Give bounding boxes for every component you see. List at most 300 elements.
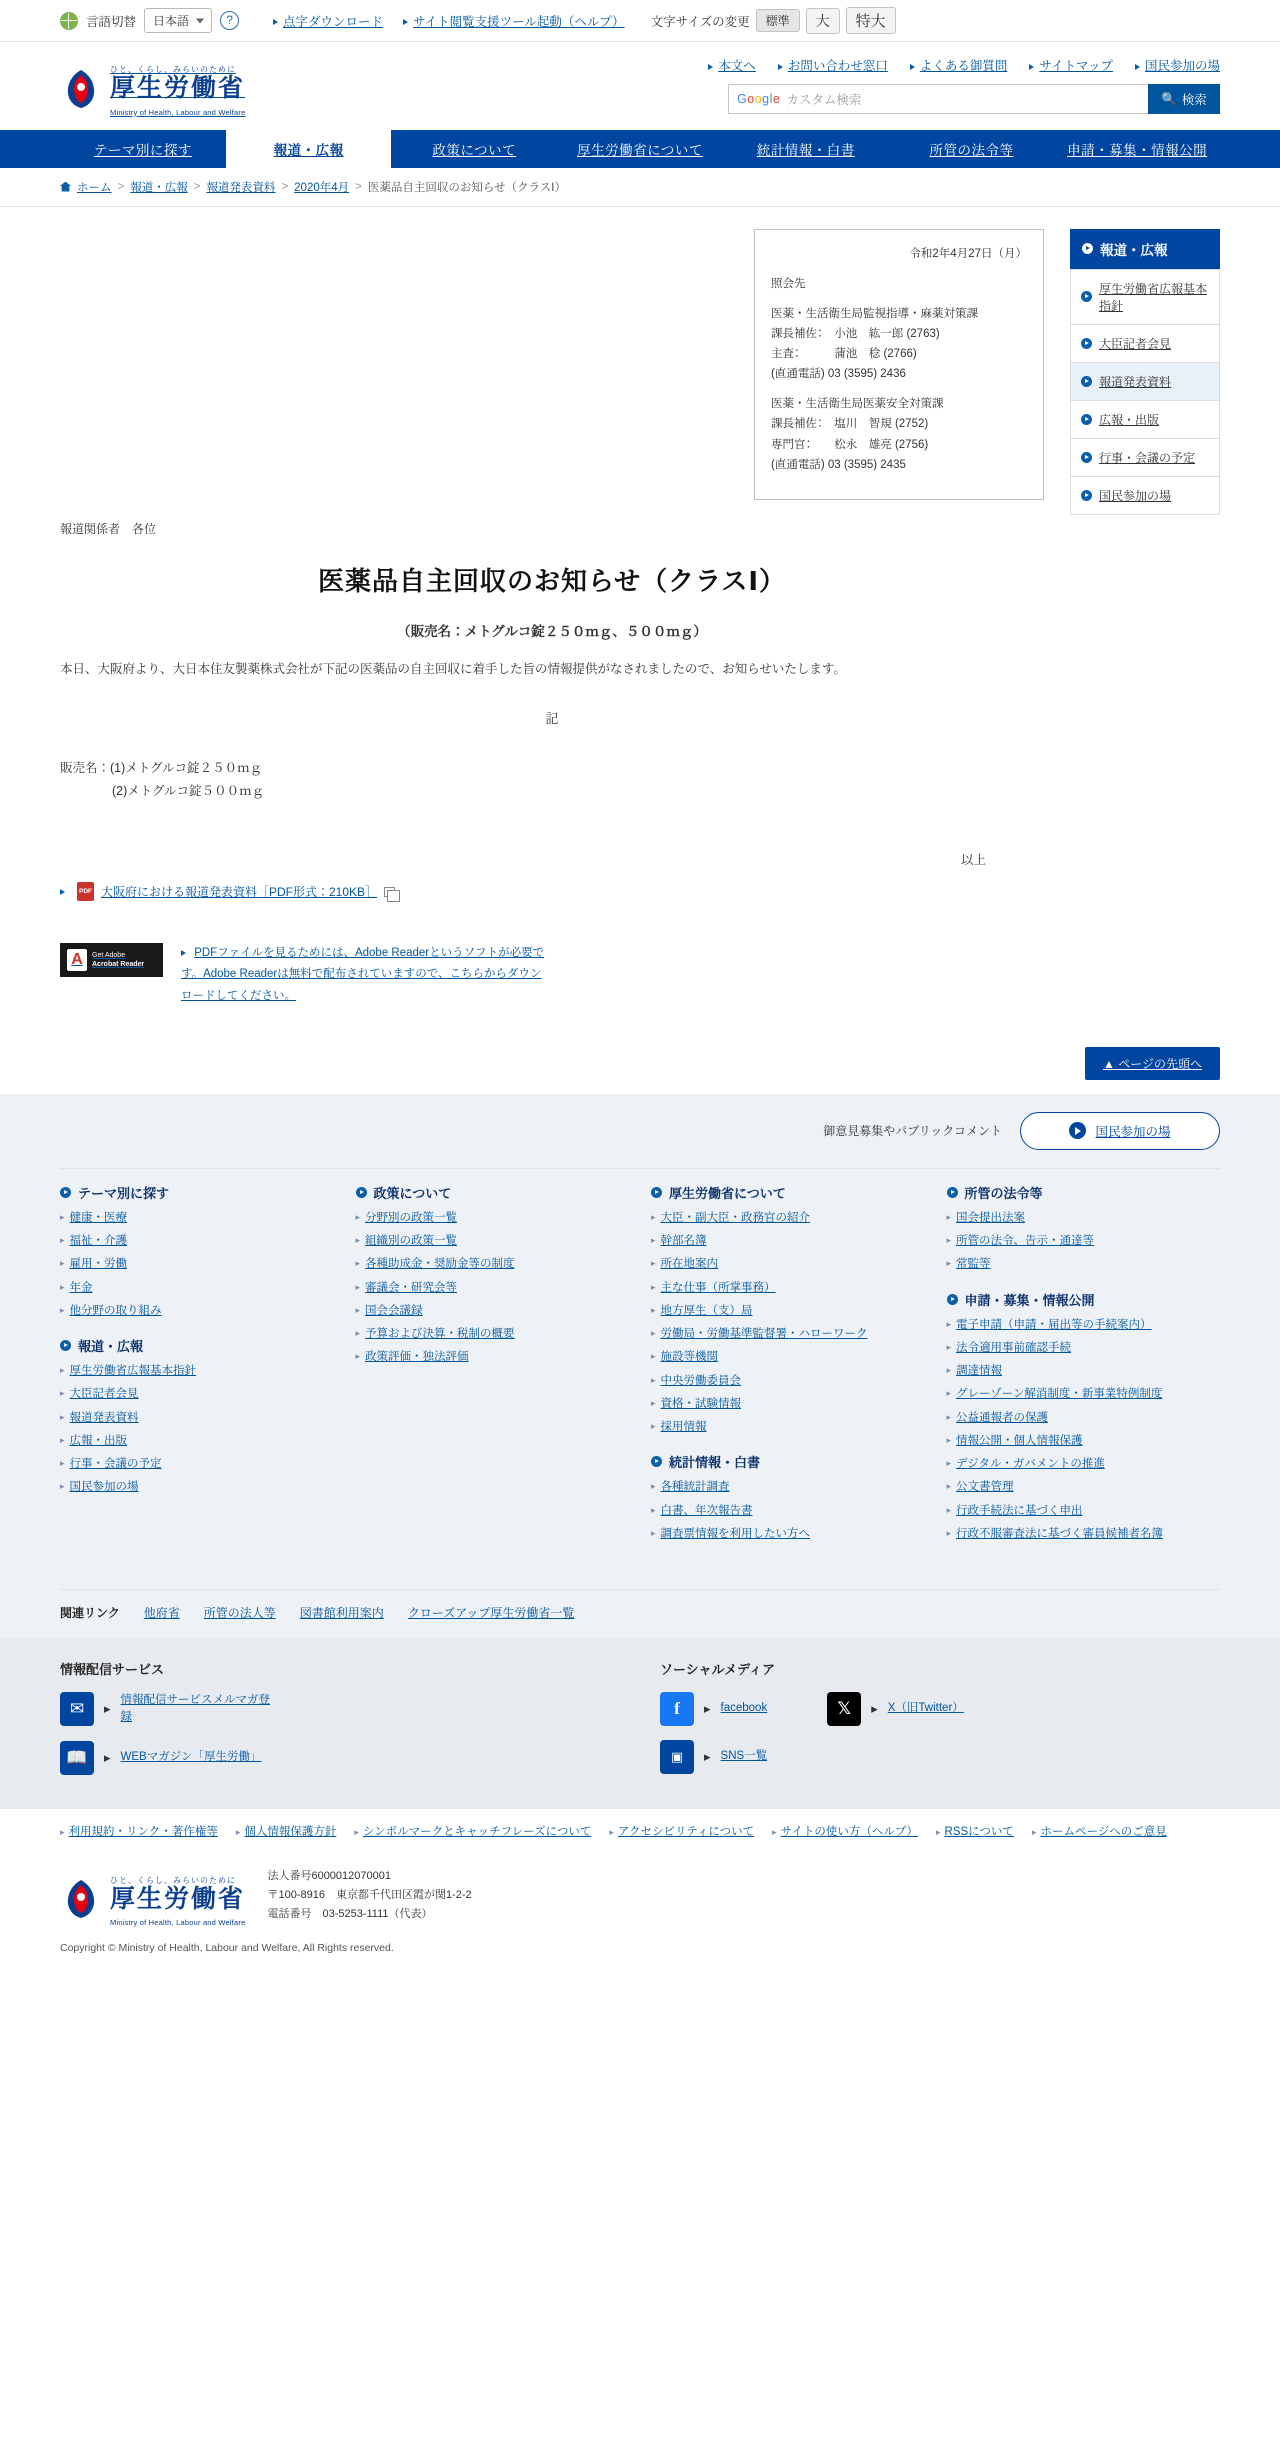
breadcrumb-separator: > (193, 180, 201, 193)
list-item (651, 1373, 925, 1390)
related-link-library[interactable]: 図書館利用案内 (299, 1606, 384, 1621)
footer-link-list (651, 1210, 925, 1437)
arrow-icon: ▸ (60, 1365, 65, 1376)
site-header (0, 42, 1280, 130)
footer-link[interactable]: 予算および決算・税制の概要 (365, 1328, 515, 1341)
footer-bottom-link-wrap (772, 1823, 918, 1839)
breadcrumb-separator: > (281, 180, 289, 193)
arrow-icon: ▸ (946, 1458, 952, 1469)
sidebar (1070, 229, 1220, 515)
utility-links (273, 12, 625, 30)
language-select-value: 日本語 (153, 14, 190, 28)
gnav-item-applications[interactable]: 申請・募集・情報公開 (1067, 142, 1208, 158)
footer-link-list (947, 1317, 1221, 1544)
list-item (60, 1256, 334, 1273)
font-size-xlarge[interactable]: 特大 (846, 7, 896, 34)
header-link-sitemap[interactable]: サイトマップ (1029, 56, 1113, 74)
footer-link[interactable]: 国会提出法案 (956, 1211, 1026, 1224)
gnav-item-press[interactable]: 報道・広報 (226, 130, 392, 168)
breadcrumb-month[interactable]: 2020年4月 (294, 181, 350, 194)
footer-link-list (356, 1210, 630, 1367)
footer-link-symbol[interactable]: シンボルマークとキャッチフレーズについて (362, 1825, 592, 1838)
contact-label: 照会先 (771, 277, 806, 290)
content-column (60, 229, 1044, 1007)
contact-line: 医薬・生活衛生局医薬安全対策課 (771, 398, 944, 411)
footer-link[interactable]: 労働局・労働基準監督署・ハローワーク (660, 1328, 868, 1341)
language-select[interactable] (144, 8, 212, 33)
sidebar-item-public-participation[interactable] (1070, 477, 1220, 515)
list-item (651, 1419, 925, 1436)
header-link-participation[interactable]: 国民参加の場 (1135, 56, 1220, 74)
util-link-braille[interactable]: 点字ダウンロード (273, 12, 383, 30)
footer-link[interactable]: 行事・会議の予定 (69, 1458, 162, 1471)
info-service-item (60, 1692, 620, 1727)
contact-line: 課長補佐： 塩川 智規 (2752) (771, 418, 929, 431)
arrow-icon: ▸ (651, 1527, 656, 1538)
footer-logo (60, 1863, 245, 1929)
footer-link[interactable]: 福祉・介護 (69, 1235, 128, 1248)
arrow-icon: ▸ (355, 1351, 361, 1362)
arrow-icon: ▸ (946, 1235, 952, 1246)
public-comment-label: 御意見募集やパブリックコメント (823, 1124, 1002, 1139)
footer-group-title (947, 1183, 1221, 1202)
footer-group-title (651, 1452, 925, 1471)
footer-link[interactable]: 所在地案内 (660, 1258, 719, 1271)
arrow-icon: ▸ (60, 1434, 65, 1445)
header-link-faq[interactable]: よくある御質問 (910, 56, 1008, 74)
arrow-icon: ▸ (651, 1235, 656, 1246)
logo-title: 厚生労働省 (110, 1884, 246, 1913)
arrow-icon: ▸ (60, 1281, 65, 1292)
footer-link[interactable]: 国会会議録 (365, 1304, 423, 1317)
footer-link[interactable]: 行政手続法に基づく申出 (956, 1504, 1083, 1517)
header-right (708, 52, 1220, 114)
footer-link-help[interactable]: サイトの使い方（ヘルプ） (780, 1825, 918, 1838)
footer-link[interactable]: 雇用・労働 (69, 1258, 128, 1271)
related-link-closeup[interactable]: クローズアップ厚生労働省一覧 (407, 1606, 575, 1621)
contact-line: 主査： 蒲池 稔 (2766) (771, 348, 917, 360)
footer-link[interactable]: 組織別の政策一覧 (365, 1235, 458, 1248)
footer-link[interactable]: 行政不服審査法に基づく審員候補者名簿 (956, 1527, 1164, 1540)
footer-group-applications (947, 1290, 1221, 1544)
global-nav (0, 130, 1280, 168)
page-top-wrap (0, 1047, 1280, 1094)
footer-group-press (60, 1336, 334, 1497)
footer-bottom-link-wrap (236, 1823, 337, 1839)
pdf-link[interactable]: 大阪府における報道発表資料［PDF形式：210KB］ (101, 885, 378, 899)
arrow-icon: ▸ (354, 1826, 359, 1837)
sidebar-item-minister-press[interactable] (1070, 325, 1220, 363)
arrow-icon: ▸ (651, 1328, 656, 1339)
gnav-item-theme[interactable]: テーマ別に探す (93, 142, 192, 158)
header-link-contact[interactable]: お問い合わせ窓口 (778, 56, 888, 74)
footer-group-title-label: テーマ別に探す (78, 1185, 170, 1201)
info-service-item (60, 1741, 620, 1775)
list-item (947, 1526, 1221, 1543)
list-item (947, 1456, 1221, 1473)
header-link-main[interactable]: 本文へ (708, 56, 756, 74)
public-participation-button[interactable] (1020, 1112, 1220, 1150)
sns-list-icon: ▣ (660, 1740, 694, 1774)
arrow-circle-icon (1069, 1122, 1086, 1139)
footer-column-2 (356, 1183, 630, 1559)
sidebar-item-koho-shishin[interactable] (1070, 269, 1220, 325)
main-area (0, 207, 1280, 1047)
adobe-badge-line2: Acrobat Reader (92, 961, 145, 968)
adobe-reader-button[interactable] (60, 943, 163, 977)
list-item (60, 1210, 334, 1227)
arrow-icon: ▸ (946, 1504, 952, 1515)
footer-link[interactable]: 広報・出版 (69, 1434, 128, 1447)
footer-link-accessibility[interactable]: アクセシビリティについて (617, 1825, 755, 1838)
bullet-icon (651, 1456, 662, 1467)
related-links (60, 1589, 1220, 1639)
bullet-icon (651, 1187, 662, 1198)
end-mark: 以上 (960, 853, 986, 867)
list-item (947, 1317, 1221, 1334)
footer-link-list (60, 1363, 334, 1497)
arrow-icon: ▸ (60, 1458, 65, 1469)
bullet-icon (947, 1187, 958, 1198)
copyright: Copyright © Ministry of Health, Labour and Welfare, All Rights reserved. (60, 1942, 394, 1955)
arrow-icon: ▸ (651, 1421, 656, 1432)
page-top-button[interactable]: ▲ ページの先頭へ (1085, 1047, 1220, 1080)
footer-link[interactable]: 資格・試験情報 (660, 1397, 742, 1410)
list-item (947, 1479, 1221, 1496)
contact-line: (直通電話) 03 (3595) 2436 (771, 368, 906, 381)
breadcrumb-current: 医薬品自主回収のお知らせ（クラスⅠ） (367, 181, 567, 194)
sidebar-item-label: 国民参加の場 (1099, 488, 1172, 503)
list-item (356, 1280, 630, 1297)
footer-link[interactable]: 調達情報 (956, 1365, 1003, 1378)
footer-services (0, 1639, 1280, 1809)
footer-link-rss[interactable]: RSSについて (944, 1825, 1014, 1838)
arrow-icon: ▸ (946, 1365, 952, 1376)
footer-link[interactable]: 公益通報者の保護 (956, 1411, 1049, 1424)
list-item (947, 1363, 1221, 1380)
sidebar-item-label: 報道発表資料 (1099, 374, 1172, 389)
bullet-icon (1081, 452, 1092, 463)
list-item (60, 1479, 334, 1496)
utility-bar (0, 0, 1280, 42)
site-logo[interactable] (60, 52, 245, 118)
footer-link[interactable]: グレーゾーン解消制度・新事業特例制度 (956, 1388, 1163, 1401)
question-icon[interactable]: ? (220, 11, 239, 30)
footer-link[interactable]: 国民参加の場 (69, 1481, 139, 1494)
footer-link-terms[interactable]: 利用規約・リンク・著作権等 (68, 1825, 218, 1838)
arrow-icon: ▸ (60, 1258, 65, 1269)
list-item (947, 1233, 1221, 1250)
footer-link[interactable]: 公文書管理 (956, 1481, 1014, 1494)
arrow-icon: ▸ (355, 1211, 361, 1222)
footer-link[interactable]: 調査票情報を利用したい方へ (660, 1527, 811, 1540)
list-item (60, 1433, 334, 1450)
footer-link[interactable]: 年金 (69, 1281, 93, 1294)
footer-bottom-link-wrap (60, 1823, 218, 1839)
product-list-row (60, 757, 1044, 781)
font-size-label: 文字サイズの変更 (650, 14, 750, 29)
public-participation-label: 国民参加の場 (1095, 1124, 1171, 1139)
ki-mark: 記 (545, 710, 559, 726)
footer-column-4 (947, 1183, 1221, 1559)
footer-link[interactable]: 他分野の取り組み (69, 1304, 162, 1317)
arrow-icon: ▸ (946, 1258, 952, 1269)
adobe-badge-text (92, 951, 144, 970)
language-switch (60, 8, 239, 33)
logo-subtitle: Ministry of Health, Labour and Welfare (110, 107, 246, 117)
mailmagazine-link[interactable]: 情報配信サービスメルマガ登録 (120, 1694, 271, 1724)
footer-bottom-link-wrap (1032, 1823, 1167, 1839)
webmagazine-link[interactable]: WEBマガジン「厚生労働」 (120, 1750, 262, 1763)
footer-group-statistics (651, 1452, 925, 1543)
arrow-icon: ▸ (60, 1235, 65, 1246)
footer-link[interactable]: 大臣・副大臣・政務官の紹介 (660, 1211, 811, 1224)
footer-link[interactable]: 各種助成金・奨励金等の制度 (365, 1258, 515, 1271)
font-size-standard[interactable]: 標準 (756, 9, 800, 32)
breadcrumb-separator: > (355, 180, 362, 193)
bullet-icon (1081, 291, 1092, 302)
arrow-icon (181, 947, 191, 959)
adobe-badge-line1: Get Adobe (92, 951, 126, 959)
font-size-control (651, 7, 896, 34)
info-service-column (60, 1659, 620, 1789)
footer-link[interactable]: 白書、年次報告書 (660, 1504, 753, 1517)
arrow-icon: ▸ (935, 1826, 941, 1837)
bullet-icon (60, 1187, 71, 1198)
mhlw-logo-icon (60, 1877, 102, 1921)
footer-group-title (60, 1336, 334, 1355)
sidebar-item-pr-publications[interactable] (1070, 401, 1220, 439)
footer-link-list (947, 1210, 1221, 1274)
sns-list-link[interactable]: SNS一覧 (720, 1750, 768, 1763)
arrow-icon: ▸ (772, 1826, 777, 1837)
body-paragraph: 本日、大阪府より、大日本住友製薬株式会社が下記の医薬品の自主回収に着手した旨の情報提供がなされましたので、お知らせいたします。 (60, 661, 846, 676)
pdf-attachment (60, 882, 1044, 901)
search-placeholder: カスタム検索 (786, 93, 862, 107)
home-icon (60, 182, 71, 192)
gnav-item-about[interactable]: 厚生労働省について (577, 142, 703, 158)
org-tel: 電話番号 03-5253-1111（代表） (267, 1907, 433, 1920)
footer-link[interactable]: 分野別の政策一覧 (365, 1211, 458, 1224)
footer-top (0, 1094, 1280, 1639)
arrow-icon: ▸ (1031, 1826, 1037, 1837)
sidebar-item-press-releases[interactable] (1070, 363, 1220, 401)
mail-icon: ✉ (60, 1692, 94, 1726)
sidebar-item-label: 厚生労働省広報基本指針 (1099, 281, 1208, 313)
breadcrumb-separator: > (117, 180, 125, 193)
x-twitter-link[interactable]: X（旧Twitter） (887, 1702, 964, 1715)
breadcrumb-home[interactable]: ホーム (77, 181, 112, 194)
arrow-icon: ▸ (609, 1826, 614, 1837)
footer-group-policy (356, 1183, 630, 1367)
gnav-item-laws[interactable]: 所管の法令等 (929, 142, 1014, 158)
breadcrumb-press[interactable]: 報道・広報 (130, 181, 188, 194)
footer-link[interactable]: 常監等 (956, 1258, 991, 1271)
arrow-icon: ▸ (60, 1211, 65, 1222)
search-input[interactable] (728, 84, 1148, 114)
list-item (651, 1326, 925, 1343)
footer-link[interactable]: 採用情報 (660, 1421, 707, 1434)
social-item-x (827, 1692, 964, 1726)
product-item: (2)メトグルコ錠５００ｍｇ (112, 784, 265, 799)
sidebar-item-events[interactable] (1070, 439, 1220, 477)
arrow-icon: ▸ (60, 1388, 65, 1399)
footer-group-title-label: 厚生労働省について (669, 1185, 786, 1201)
addressee: 報道関係者 各位 (60, 521, 157, 536)
bullet-icon (1081, 490, 1092, 501)
list-item (651, 1503, 925, 1520)
footer-link[interactable]: 報道発表資料 (69, 1411, 139, 1424)
bullet-icon (1081, 376, 1092, 387)
list-item (651, 1210, 925, 1227)
arrow-icon: ▸ (946, 1411, 952, 1422)
sidebar-item-label: 広報・出版 (1099, 412, 1160, 427)
chevron-down-icon (196, 18, 204, 23)
arrow-icon: ▸ (946, 1527, 952, 1538)
breadcrumb (0, 168, 1280, 207)
arrow-icon: ▸ (946, 1341, 952, 1352)
footer-group-theme (60, 1183, 334, 1320)
list-item (60, 1363, 334, 1380)
list-item (356, 1256, 630, 1273)
footer-link[interactable]: 厚生労働省広報基本指針 (69, 1365, 197, 1378)
language-label: 言語切替 (86, 14, 137, 29)
list-item (356, 1303, 630, 1320)
list-item (356, 1233, 630, 1250)
footer-link[interactable]: 情報公開・個人情報保護 (956, 1434, 1083, 1447)
list-item (356, 1210, 630, 1227)
related-links-title: 関連リンク (60, 1606, 120, 1621)
arrow-icon: ▸ (651, 1351, 656, 1362)
arrow-icon: ▸ (871, 1701, 878, 1717)
footer-link[interactable]: 幹部名簿 (660, 1235, 707, 1248)
list-item (651, 1256, 925, 1273)
bullet-icon (1081, 414, 1092, 425)
arrow-icon: ▸ (946, 1434, 952, 1445)
arrow-icon: ▸ (355, 1235, 361, 1246)
contact-block-2 (771, 394, 1027, 475)
footer-group-title (60, 1183, 334, 1202)
product-item: (1)メトグルコ錠２５０ｍｇ (110, 760, 263, 775)
related-link-corporations[interactable]: 所管の法人等 (203, 1606, 276, 1621)
related-link-other-ministries[interactable]: 他府省 (143, 1606, 180, 1621)
footer-bottom (0, 1809, 1280, 1979)
public-comment-row (60, 1112, 1220, 1168)
arrow-icon: ▸ (60, 1826, 65, 1837)
sidebar-item-label: 行事・会議の予定 (1099, 450, 1196, 465)
arrow-icon: ▸ (60, 1304, 65, 1315)
list-item (651, 1233, 925, 1250)
footer-link[interactable]: デジタル・ガバメントの推進 (956, 1458, 1105, 1471)
arrow-icon: ▸ (651, 1397, 656, 1408)
search-bar (728, 84, 1220, 114)
footer-nav (60, 1168, 1220, 1589)
arrow-icon: ▸ (704, 1749, 711, 1765)
footer-group-title (947, 1290, 1221, 1309)
product-list (60, 757, 1044, 805)
list-item (651, 1303, 925, 1320)
footer-link[interactable]: 各種統計調査 (660, 1481, 730, 1494)
footer-link[interactable]: 電子申請（申請・届出等の手続案内） (956, 1318, 1152, 1331)
list-item (60, 1410, 334, 1427)
footer-link[interactable]: 所管の法令、告示・通達等 (956, 1235, 1095, 1248)
facebook-icon: f (660, 1692, 694, 1726)
logo-title: 厚生労働省 (110, 74, 246, 102)
arrow-icon: ▸ (651, 1281, 656, 1292)
footer-link[interactable]: 施設等機関 (660, 1351, 719, 1364)
adobe-download-link[interactable]: PDFファイルを見るためには、Adobe Readerというソフトが必要です。Adobe Readerは無料で配布されていますので、こちらからダウンロードしてください。 (181, 947, 545, 1002)
page-subtitle: （販売名：メトグルコ錠２５０ｍｇ、５００ｍｇ） (397, 623, 707, 639)
footer-link[interactable]: 法令適用事前確認手続 (956, 1341, 1072, 1354)
contact-block-1 (771, 304, 1027, 385)
bullet-icon (947, 1294, 958, 1305)
util-link-assist-tool[interactable]: サイト閲覧支援ツール起動（ヘルプ） (403, 12, 625, 30)
footer-bottom-link-wrap (936, 1823, 1014, 1839)
list-item (651, 1280, 925, 1297)
footer-column-1 (60, 1183, 334, 1559)
gnav-item-policy[interactable]: 政策について (432, 142, 517, 158)
org-number: 法人番号6000012070001 (267, 1870, 391, 1883)
footer-logo-text (110, 1871, 245, 1929)
search-icon: 🔍 (1161, 91, 1177, 106)
footer-bottom-link-wrap (609, 1823, 754, 1839)
bullet-icon (1081, 338, 1092, 349)
font-size-large[interactable]: 大 (806, 8, 840, 34)
bullet-icon (1082, 243, 1093, 254)
footer-link-privacy[interactable]: 個人情報保護方針 (244, 1825, 337, 1838)
search-button[interactable] (1148, 84, 1220, 114)
sidebar-item-label: 大臣記者会見 (1099, 336, 1172, 351)
gnav-item-statistics[interactable]: 統計情報・白書 (756, 142, 855, 158)
arrow-icon: ▸ (651, 1504, 656, 1515)
footer-group-laws (947, 1183, 1221, 1274)
arrow-icon: ▸ (704, 1701, 711, 1717)
breadcrumb-press-release[interactable]: 報道発表資料 (206, 181, 276, 194)
footer-link[interactable]: 大臣記者会見 (69, 1388, 139, 1401)
facebook-link[interactable]: facebook (720, 1702, 768, 1715)
footer-link[interactable]: 審議会・研究会等 (365, 1281, 458, 1294)
google-logo: Google (737, 92, 781, 106)
footer-link[interactable]: 中央労働委員会 (660, 1374, 742, 1387)
adobe-reader-notice (60, 943, 1044, 1007)
arrow-icon: ▸ (651, 1258, 656, 1269)
footer-group-title-label: 申請・募集・情報公開 (964, 1292, 1095, 1308)
list-item (60, 1280, 334, 1297)
arrow-icon: ▸ (60, 1481, 65, 1492)
footer-bottom-link-wrap (354, 1823, 591, 1839)
footer-link[interactable]: 政策評価・独法評価 (365, 1351, 469, 1364)
product-list-label: 販売名： (60, 760, 111, 775)
footer-link[interactable]: 地方厚生（支）局 (660, 1304, 753, 1317)
footer-link[interactable]: 健康・医療 (69, 1211, 128, 1224)
arrow-icon: ▸ (355, 1281, 361, 1292)
sidebar-title-label: 報道・広報 (1100, 242, 1168, 258)
arrow-icon: ▸ (651, 1304, 656, 1315)
arrow-icon: ▸ (651, 1374, 656, 1385)
footer-link[interactable]: 主な仕事（所掌事務） (660, 1281, 776, 1294)
contact-line: 課長補佐： 小池 紘一郎 (2763) (771, 327, 940, 340)
footer-group-title-label: 報道・広報 (78, 1339, 144, 1355)
list-item (651, 1349, 925, 1366)
arrow-icon: ▸ (651, 1481, 656, 1492)
contact-line: 専門官： 松永 雄亮 (2756) (771, 438, 929, 451)
footer-link-feedback[interactable]: ホームページへのご意見 (1040, 1825, 1167, 1838)
footer-group-title (651, 1183, 925, 1202)
footer-link-list (651, 1479, 925, 1543)
footer-group-title-label: 所管の法令等 (964, 1185, 1043, 1201)
footer-org-info (60, 1849, 1220, 1929)
arrow-icon: ▸ (946, 1481, 952, 1492)
